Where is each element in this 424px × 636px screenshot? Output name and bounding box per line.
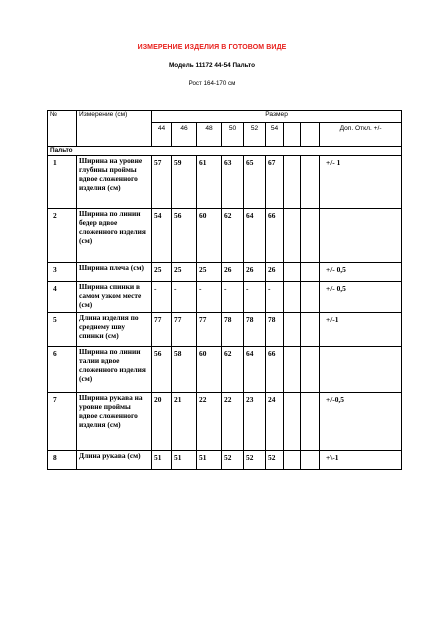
tolerance-value: +/-0,5 bbox=[320, 393, 402, 451]
empty-cell bbox=[284, 263, 301, 282]
measurement-name: Ширина по линии талии вдвое сложенного изделия (см) bbox=[77, 347, 152, 393]
size-value: 52 bbox=[244, 451, 266, 470]
measurement-name: Ширина рукава на уровне проймы вдвое сложенного изделия (см) bbox=[77, 393, 152, 451]
size-value: 25 bbox=[197, 263, 222, 282]
empty-cell bbox=[301, 263, 320, 282]
measurement-name: Длина рукава (см) bbox=[77, 451, 152, 470]
size-value: 26 bbox=[266, 263, 284, 282]
size-value: 66 bbox=[266, 209, 284, 263]
empty-size-cell bbox=[284, 123, 301, 147]
size-value: - bbox=[152, 282, 172, 313]
row-number: 3 bbox=[48, 263, 77, 282]
size-value: 51 bbox=[152, 451, 172, 470]
row-number: 7 bbox=[48, 393, 77, 451]
size-value: 78 bbox=[222, 313, 244, 347]
empty-cell bbox=[301, 393, 320, 451]
row-number: 6 bbox=[48, 347, 77, 393]
size-value: 26 bbox=[244, 263, 266, 282]
tolerance-value: +/-1 bbox=[320, 313, 402, 347]
measurement-name: Ширина по линии бедер вдвое сложенного изделия (см) bbox=[77, 209, 152, 263]
empty-cell bbox=[301, 347, 320, 393]
empty-cell bbox=[284, 451, 301, 470]
size-value: 64 bbox=[244, 347, 266, 393]
size-value: 77 bbox=[197, 313, 222, 347]
tolerance-value bbox=[320, 209, 402, 263]
header-measurement: Измерение (см) bbox=[77, 111, 152, 147]
size-value: - bbox=[197, 282, 222, 313]
empty-cell bbox=[301, 313, 320, 347]
size-value: - bbox=[266, 282, 284, 313]
size-value: - bbox=[222, 282, 244, 313]
size-value: - bbox=[172, 282, 197, 313]
size-header-50: 50 bbox=[222, 123, 244, 147]
table-row bbox=[48, 156, 402, 209]
size-value: 78 bbox=[266, 313, 284, 347]
size-header-52: 52 bbox=[244, 123, 266, 147]
size-value: 20 bbox=[152, 393, 172, 451]
size-header-48: 48 bbox=[197, 123, 222, 147]
empty-cell bbox=[284, 313, 301, 347]
size-value: 26 bbox=[222, 263, 244, 282]
section-label: Пальто bbox=[48, 147, 402, 156]
size-value: 60 bbox=[197, 209, 222, 263]
size-value: 78 bbox=[244, 313, 266, 347]
size-header-54: 54 bbox=[266, 123, 284, 147]
section-row bbox=[48, 147, 402, 156]
measurement-name: Длина изделия по среднему шву спинки (см) bbox=[77, 313, 152, 347]
empty-cell bbox=[301, 282, 320, 313]
size-value: 23 bbox=[244, 393, 266, 451]
empty-cell bbox=[301, 451, 320, 470]
row-number: 4 bbox=[48, 282, 77, 313]
table-header-row bbox=[48, 111, 402, 123]
measurement-name: Ширина спинки в самом узком месте (см) bbox=[77, 282, 152, 313]
table-row bbox=[48, 282, 402, 313]
size-value: 57 bbox=[152, 156, 172, 209]
size-value: 60 bbox=[197, 347, 222, 393]
measurement-table bbox=[47, 110, 402, 470]
tolerance-value bbox=[320, 347, 402, 393]
empty-cell bbox=[284, 347, 301, 393]
tolerance-value: +/- 1 bbox=[320, 156, 402, 209]
size-value: 21 bbox=[172, 393, 197, 451]
size-value: 62 bbox=[222, 209, 244, 263]
measurement-name: Ширина плеча (см) bbox=[77, 263, 152, 282]
size-value: 63 bbox=[222, 156, 244, 209]
size-value: 22 bbox=[222, 393, 244, 451]
model-subtitle: Модель 11172 44-54 Пальто bbox=[168, 62, 255, 69]
table-row bbox=[48, 263, 402, 282]
header-size: Размер bbox=[152, 111, 402, 123]
size-value: 65 bbox=[244, 156, 266, 209]
measurement-name: Ширина на уровне глубины проймы вдвое сложенного изделия (см) bbox=[77, 156, 152, 209]
table-row bbox=[48, 451, 402, 470]
size-value: 59 bbox=[172, 156, 197, 209]
size-value: 77 bbox=[172, 313, 197, 347]
size-value: 61 bbox=[197, 156, 222, 209]
size-value: 51 bbox=[172, 451, 197, 470]
size-value: 54 bbox=[152, 209, 172, 263]
size-value: 58 bbox=[172, 347, 197, 393]
size-value: 64 bbox=[244, 209, 266, 263]
row-number: 5 bbox=[48, 313, 77, 347]
tolerance-value: +/- 0,5 bbox=[320, 282, 402, 313]
size-value: 62 bbox=[222, 347, 244, 393]
size-value: 24 bbox=[266, 393, 284, 451]
tolerance-value: +/- 0,5 bbox=[320, 263, 402, 282]
table-row bbox=[48, 313, 402, 347]
empty-cell bbox=[284, 393, 301, 451]
size-value: 56 bbox=[172, 209, 197, 263]
size-value: 56 bbox=[152, 347, 172, 393]
table-row bbox=[48, 209, 402, 263]
size-value: 52 bbox=[266, 451, 284, 470]
size-value: 25 bbox=[152, 263, 172, 282]
size-value: 52 bbox=[222, 451, 244, 470]
tolerance-value: +\-1 bbox=[320, 451, 402, 470]
empty-cell bbox=[284, 282, 301, 313]
size-value: 22 bbox=[197, 393, 222, 451]
row-number: 8 bbox=[48, 451, 77, 470]
size-value: 66 bbox=[266, 347, 284, 393]
row-number: 1 bbox=[48, 156, 77, 209]
empty-cell bbox=[284, 156, 301, 209]
size-header-44: 44 bbox=[152, 123, 172, 147]
empty-cell bbox=[301, 156, 320, 209]
table-row bbox=[48, 393, 402, 451]
header-number: № bbox=[48, 111, 77, 147]
size-value: 77 bbox=[152, 313, 172, 347]
size-header-46: 46 bbox=[172, 123, 197, 147]
empty-cell bbox=[284, 209, 301, 263]
document-title: ИЗМЕРЕНИЕ ИЗДЕЛИЯ В ГОТОВОМ ВИДЕ bbox=[137, 44, 287, 51]
empty-size-cell bbox=[301, 123, 320, 147]
size-value: 51 bbox=[197, 451, 222, 470]
empty-cell bbox=[301, 209, 320, 263]
height-range: Рост 164-170 см bbox=[188, 80, 236, 87]
row-number: 2 bbox=[48, 209, 77, 263]
size-value: - bbox=[244, 282, 266, 313]
size-value: 67 bbox=[266, 156, 284, 209]
size-value: 25 bbox=[172, 263, 197, 282]
table-row bbox=[48, 347, 402, 393]
header-tolerance: Доп. Откл. +/- bbox=[320, 123, 402, 147]
